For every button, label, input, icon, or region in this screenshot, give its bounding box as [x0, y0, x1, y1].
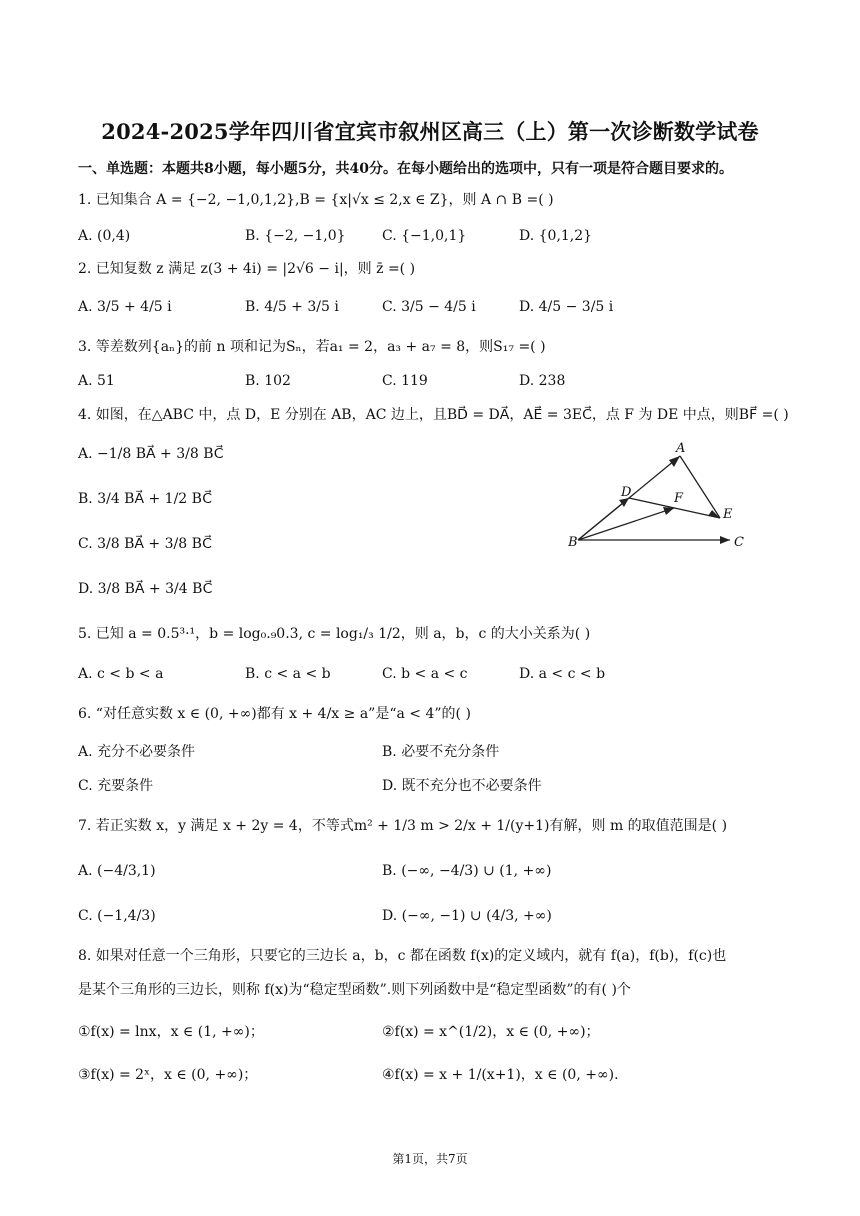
- q4-option-b: B. 3/4 BA⃗ + 1/2 BC⃗: [78, 491, 212, 507]
- label-e: E: [723, 507, 733, 522]
- arrow-head-a: [669, 456, 680, 467]
- q2-option-c: C. 3/5 − 4/5 i: [382, 299, 476, 315]
- q5-option-b: B. c < a < b: [245, 666, 331, 682]
- q8-item-3: ③f(x) = 2ˣ，x ∈ (0, +∞)；: [78, 1067, 258, 1083]
- q8-item-2: ②f(x) = x^(1/2)，x ∈ (0, +∞)；: [382, 1024, 600, 1040]
- question-7-stem: 7. 若正实数 x，y 满足 x + 2y = 4，不等式m² + 1/3 m > 2/x + 1/(y+1)有解，则 m 的取值范围是( ): [78, 818, 728, 834]
- question-8-stem: 8. 如果对任意一个三角形，只要它的三边长 a，b，c 都在函数 f(x)的定义域内，就有 f(a)，f(b)，f(c)也: [78, 948, 727, 964]
- label-b: B: [568, 535, 578, 550]
- q6-option-a: A. 充分不必要条件: [78, 744, 196, 760]
- q6-option-b: B. 必要不充分条件: [382, 744, 500, 760]
- q3-option-b: B. 102: [245, 373, 291, 389]
- question-1-stem: 1. 已知集合 A = {−2, −1,0,1,2},B = {x|√x ≤ 2,x ∈ Z}，则 A ∩ B =( ): [78, 192, 554, 208]
- segment-bf: [578, 508, 674, 540]
- q8-item-1: ①f(x) = lnx，x ∈ (1, +∞)；: [78, 1024, 264, 1040]
- question-3-stem: 3. 等差数列{aₙ}的前 n 项和记为Sₙ，若a₁ = 2，a₃ + a₇ = 8，则S₁₇ =( ): [78, 339, 546, 355]
- triangle-figure: [568, 436, 768, 556]
- page-footer: 第1页，共7页: [392, 1152, 468, 1166]
- segment-ac: [680, 456, 720, 518]
- q1-option-b: B. {−2, −1,0}: [245, 228, 346, 244]
- section-heading: 一、单选题：本题共8小题，每小题5分，共40分。在每小题给出的选项中，只有一项是符合题目要求的。: [78, 161, 733, 177]
- exam-title: 2024-2025学年四川省宜宾市叙州区高三（上）第一次诊断数学试卷: [101, 119, 759, 144]
- q3-option-d: D. 238: [519, 373, 566, 389]
- question-6-stem: 6. “对任意实数 x ∈ (0, +∞)都有 x + 4/x ≥ a”是“a < 4”的( ): [78, 706, 471, 722]
- q3-option-c: C. 119: [382, 373, 428, 389]
- label-f: F: [674, 491, 684, 506]
- q2-option-b: B. 4/5 + 3/5 i: [245, 299, 339, 315]
- q5-option-a: A. c < b < a: [78, 666, 164, 682]
- question-5-stem: 5. 已知 a = 0.5³·¹，b = log₀.₉0.3, c = log₁/₃ 1/2，则 a，b，c 的大小关系为( ): [78, 626, 591, 642]
- q4-option-a: A. −1/8 BA⃗ + 3/8 BC⃗: [78, 446, 224, 462]
- q6-option-c: C. 充要条件: [78, 778, 154, 794]
- label-a: A: [676, 441, 686, 456]
- q1-option-d: D. {0,1,2}: [519, 228, 593, 244]
- q7-option-c: C. (−1,4/3): [78, 908, 156, 924]
- q1-option-a: A. (0,4): [78, 228, 131, 244]
- segment-bd: [578, 498, 629, 540]
- arrow-head-c: [720, 536, 730, 544]
- question-2-stem: 2. 已知复数 z 满足 z(3 + 4i) = |2√6 − i|，则 z̄ =( ): [78, 261, 416, 277]
- q7-option-a: A. (−4/3,1): [78, 863, 156, 879]
- question-8-stem-continued: 是某个三角形的三边长，则称 f(x)为“稳定型函数”.则下列函数中是“稳定型函数”的有( )个: [78, 982, 631, 998]
- q8-item-4: ④f(x) = x + 1/(x+1)，x ∈ (0, +∞).: [382, 1067, 619, 1083]
- q4-option-d: D. 3/8 BA⃗ + 3/4 BC⃗: [78, 581, 213, 597]
- q5-option-d: D. a < c < b: [519, 666, 606, 682]
- question-4-stem: 4. 如图，在△ABC 中，点 D，E 分别在 AB，AC 边上，且BD⃗ = DA⃗，AE⃗ = 3EC⃗，点 F 为 DE 中点，则BF⃗ =( ): [78, 407, 789, 423]
- label-c: C: [734, 535, 744, 550]
- q6-option-d: D. 既不充分也不必要条件: [382, 778, 542, 794]
- q7-option-b: B. (−∞, −4/3) ∪ (1, +∞): [382, 863, 552, 879]
- q3-option-a: A. 51: [78, 373, 115, 389]
- arrow-head-f: [663, 507, 674, 515]
- q7-option-d: D. (−∞, −1) ∪ (4/3, +∞): [382, 908, 552, 924]
- q2-option-d: D. 4/5 − 3/5 i: [519, 299, 614, 315]
- q1-option-c: C. {−1,0,1}: [382, 228, 467, 244]
- q5-option-c: C. b < a < c: [382, 666, 468, 682]
- q4-option-c: C. 3/8 BA⃗ + 3/8 BC⃗: [78, 536, 212, 552]
- label-d: D: [621, 485, 632, 500]
- q2-option-a: A. 3/5 + 4/5 i: [78, 299, 172, 315]
- arrow-head-e: [708, 510, 720, 518]
